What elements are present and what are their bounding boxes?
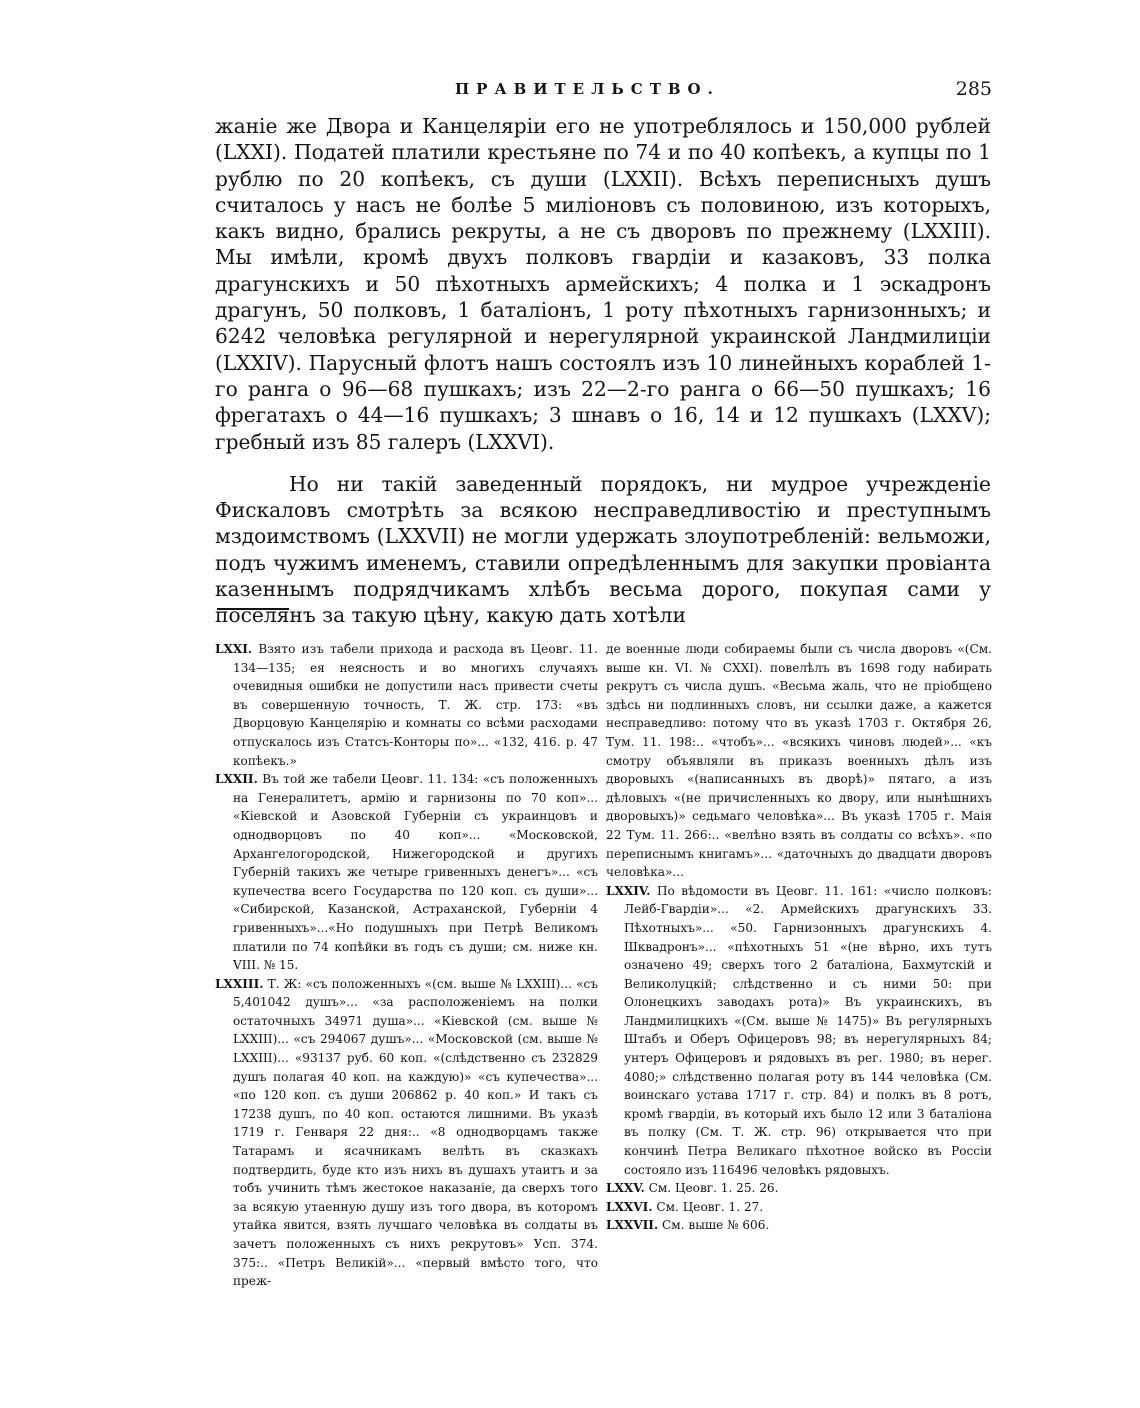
footnote-label: LXXIV. (606, 883, 651, 898)
footnote (215, 770, 598, 975)
footnote-label: LXXIII. (215, 976, 264, 991)
footnote-text: См. выше № 606. (662, 1218, 770, 1233)
footnote-text: По вѣдомости въ Цеовг. 11. 161: «число полковъ: Лейб-Гвардіи»... «2. Армейскихъ драгунскихъ 33. Пѣхотныхъ»... «50. Гарнизонныхъ драгунскихъ 4. Шквадронъ»... «пѣхотныхъ 51 «(не вѣрно, ихъ тутъ означено 49; сверхъ того 2 баталіона, Бахмутскій и Великолуцкій; слѣдственно и съ ними 50: при Олонецкихъ заводахъ рота)» Въ украинскихъ, въ Ландмилицкихъ «(См. выше № 1475)» Въ регулярныхъ Штабъ и Оберъ Офицеровъ 98; въ нерегулярныхъ 84; унтеръ Офицеровъ и рядовыхъ въ рег. 1980; въ нерег. 4080;» слѣдственно полагая роту въ 144 человѣка (См. воинскаго устава 1717 г. стр. 84) и полкъ въ 8 ротъ, кромѣ гвардіи, въ который ихъ было 12 или 3 баталіона въ полку (См. Т. Ж. стр. 96) открывается что при кончинѣ Петра Великаго пѣхотное войско въ Россіи состояло изъ 116496 человѣкъ рядовыхъ. (624, 883, 992, 1177)
footnote-text: Взято изъ табели прихода и расхода въ Цеовг. 11. 134—135; ея неясность и во многихъ случаяхъ очевидныя ошибки не допустили насъ привести счеты въ совершенную точность, Т. Ж. стр. 173: «въ Дворцовую Канцелярію и комнаты со всѣми расходами отпускалось изъ Статсъ-Конторы по»... «132, 416. р. 47 копѣекъ.» (233, 642, 598, 768)
footnote-label: LXXI. (215, 642, 253, 656)
footnotes-right-column (606, 640, 992, 1235)
footnote-text: См. Цеовг. 1. 25. 26. (648, 1181, 779, 1196)
footnote-label: LXXVII. (606, 1218, 659, 1233)
footnote-continuation: де военные люди собираемы были съ числа дворовъ «(См. выше кн. VI. № CXXI). повелѣлъ въ 1698 году набирать рекрутъ съ числа душъ. «Весьма жаль, что не пріобщено здѣсь ни подлинныхъ словъ, ни ссылки даже, а кажется несправедливо: потому что въ указѣ 1703 г. Октября 26, Тум. 11. 198:.. «чтобъ»... «всякихъ чиновъ людей»... «къ смотру объявляли въ приказъ военныхъ дѣлъ изъ дворовыхъ «(написанныхъ въ дворѣ)» пятаго, а изъ дѣловыхъ «(не причисленныхъ ко двору, или нынѣшнихъ дворовыхъ)» седьмаго человѣка»... Въ указѣ 1705 г. Маія 22 Тум. 11. 266:.. «велѣно взять въ солдаты со всѣхъ». «по переписнымъ книгамъ»... «даточныхъ до двадцати дворовъ человѣка»... (606, 642, 992, 880)
footnote-label: LXXII. (215, 772, 258, 787)
page-header (455, 78, 992, 108)
footnote (215, 640, 598, 770)
footnotes-left-column (215, 640, 598, 1291)
footnote (606, 1179, 992, 1198)
footnote (606, 1198, 992, 1217)
footnote-text: См. Цеовг. 1. 27. (656, 1199, 764, 1214)
footnote-label: LXXVI. (606, 1199, 653, 1214)
running-title: ПРАВИТЕЛЬСТВО. (455, 80, 720, 98)
footnote-label: LXXV. (606, 1181, 645, 1196)
footnote (215, 975, 598, 1291)
main-text (215, 113, 991, 629)
paragraph: жаніе же Двора и Канцеляріи его не употреблялось и 150,000 рублей (LXXI). Податей платили крестьяне по 74 и по 40 копѣекъ, а купцы по 1 рублю по 20 копѣекъ, съ души (LXXII). Всѣхъ переписныхъ душъ считалось у насъ не болѣе 5 миліоновъ съ половиною, изъ которыхъ, какъ видно, брались рекруты, а не съ дворовъ по прежнему (LXXIII). Мы имѣли, кромѣ двухъ полковъ гвардіи и казаковъ, 33 полка драгунскихъ и 50 пѣхотныхъ армейскихъ; 4 полка и 1 эскадронъ драгунъ, 50 полковъ, 1 баталіонъ, 1 роту пѣхотныхъ гарнизонныхъ; и 6242 человѣка регулярной и нерегулярной украинской Ландмилиціи (LXXIV). Парусный флотъ нашъ состоялъ изъ 10 линейныхъ кораблей 1-го ранга о 96—68 пушкахъ; изъ 22—2-го ранга о 66—50 пушкахъ; 16 фрегатахъ о 44—16 пушкахъ; 3 шнавъ о 16, 14 и 12 пушкахъ (LXXV); гребный изъ 85 галеръ (LXXVI). (215, 114, 991, 454)
footnote (606, 1216, 992, 1235)
page-number: 285 (955, 78, 992, 100)
footnote (606, 882, 992, 1180)
footnote-separator (217, 608, 289, 610)
footnote-text: Т. Ж: «съ положенныхъ «(см. выше № LXXIII)... «съ 5,401042 душъ»... «за расположеніемъ на полки остаточныхъ 34971 душа»... «Кіевской (см. выше № LXXIII)... «съ 294067 душъ»... «Московской (см. выше № LXXIII)... «93137 руб. 60 коп. «(слѣдственно съ 232829 душъ полагая 40 коп. на каждую)» «съ купечества»... «по 120 коп. съ души 206862 р. 40 коп.» И такъ съ 17238 душъ, по 40 коп. остаются лишними. Въ указѣ 1719 г. Генваря 22 дня:.. «8 однодворцамъ также Татарамъ и ясачникамъ велѣть въ сказкахъ подтвердить, буде кто изъ нихъ въ душахъ утаитъ и за тобъ учинить тѣмъ жестокое наказаніе, да сверхъ того за всякую утаенную душу изъ того двора, въ которомъ утайка явится, взять лучшаго человѣка въ солдаты въ зачетъ положенныхъ съ нихъ рекрутовъ» Усп. 374. 375:.. «Петръ Великій»... «первый вмѣсто того, что преж- (233, 976, 598, 1289)
footnote-text: Въ той же табели Цеовг. 11. 134: «съ положенныхъ на Генералитетъ, армію и гарнизоны по 70 коп»... «Кіевской и Азовской Губерніи съ украинцовъ и однодворцовъ по 40 коп»... «Московской, Архангелогородской, Нижегородской и другихъ Губерній такихъ же четыре гривенныхъ денегъ»... «съ купечества всего Государства по 120 коп. съ души»... «Сибирской, Казанской, Астраханской, Губерніи 4 гривенныхъ»...«Но подушныхъ при Петрѣ Великомъ платили по 74 копѣйки въ годъ съ души; см. ниже кн. VIII. № 15. (233, 772, 598, 973)
paragraph: Но ни такій заведенный порядокъ, ни мудрое учрежденіе Фискаловъ смотрѣть за всякою несправедливостію и преступнымъ мздоимствомъ (LXXVII) не могли удержать злоупотребленій: вельможи, подъ чужимъ именемъ, ставили опредѣленнымъ для закупки провіанта казеннымъ подрядчикамъ хлѣбъ весьма дорого, покупая сами у поселянъ за такую цѣну, какую дать хотѣли (215, 471, 991, 628)
